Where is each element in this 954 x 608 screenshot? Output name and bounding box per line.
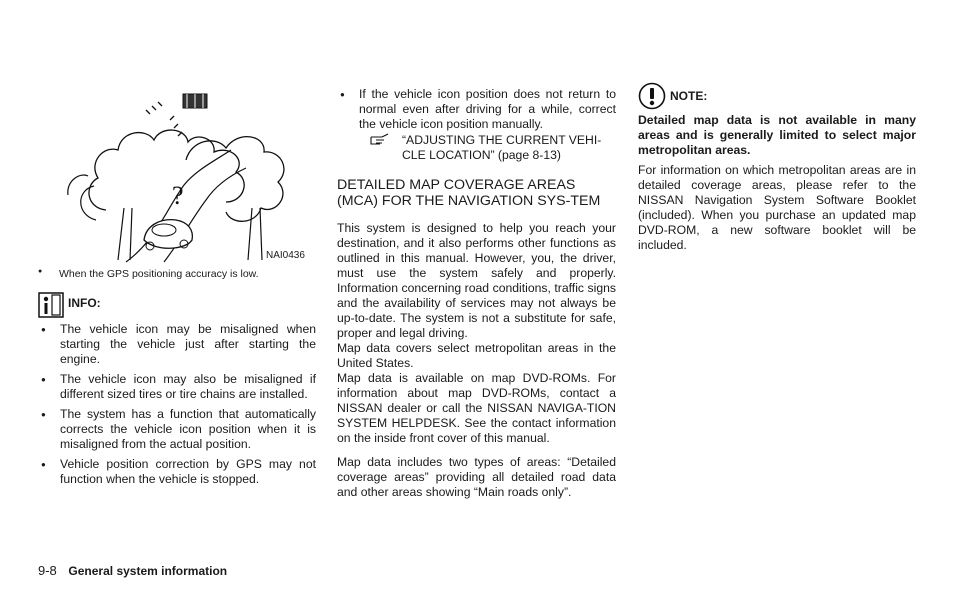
list-item: ● If the vehicle icon position does not return to normal even after driving for a while, correct the vehicle icon position manually. [337,87,616,132]
reference-hand-icon [370,133,392,151]
note-header [638,82,916,110]
info-header [38,292,316,318]
paragraph: Map data is available on map DVD-ROMs. For information about map DVD-ROMs, contact a NISSAN dealer or call the NISSAN NAVIGA-TION SYSTEM HELPDESK. See the contact information on the inside front cover of this manual. [337,371,616,445]
list-item: ● The vehicle icon may also be misaligned if different sized tires or tire chains are installed. [38,372,316,402]
reference-text[interactable]: “ADJUSTING THE CURRENT VEHI-CLE LOCATION” (page 8-13) [402,133,602,162]
note-heading: NOTE: [670,89,708,103]
section-heading: DETAILED MAP COVERAGE AREAS (MCA) FOR THE NAVIGATION SYS-TEM [337,177,601,209]
info-section [38,292,316,487]
paragraph: Map data covers select metropolitan areas in the United States. [337,341,616,370]
info-heading: INFO: [68,296,101,310]
page-footer [38,563,227,578]
note-bold-text: Detailed map data is not available in many areas and is generally limited to select major metropolitan areas. [638,113,916,157]
middle-body [337,221,616,500]
info-list [38,322,316,487]
paragraph: This system is designed to help you reach your destination, and it also performs other functions as outlined in this manual. However, you, the driver, must use the system safely and properly. Information concerning road conditions, traffic signs and the availability of services may not always be up-to-date. The system is not a substitute for safe, proper and legal driving. [337,221,616,340]
note-text: For information on which metropolitan areas are in detailed coverage areas, please refer to the NISSAN Navigation System Software Booklet (included). When you purchase an updated map DVD-ROM, a new software booklet will be included. [638,163,916,252]
info-icon [38,292,64,318]
list-item: ● The vehicle icon may be misaligned when starting the vehicle just after starting the engine. [38,322,316,367]
figure-code: NAI0436 [266,250,305,261]
paragraph: Map data includes two types of areas: “Detailed coverage areas” providing all detailed road data and other areas showing “Main roads only”. [337,455,616,499]
caution-icon [638,82,666,110]
gps-illustration [66,90,306,265]
right-column [638,82,916,253]
list-item: ● Vehicle position correction by GPS may not function when the vehicle is stopped. [38,457,316,487]
list-item: ● The system has a function that automatically corrects the vehicle icon position when it is misaligned from the actual position. [38,407,316,452]
middle-column [337,87,616,500]
middle-bullet-list [337,87,616,132]
reference [337,133,616,163]
page-number: 9-8 [38,563,57,578]
svg-text:?: ? [172,181,184,210]
footer-title: General system information [68,564,228,578]
